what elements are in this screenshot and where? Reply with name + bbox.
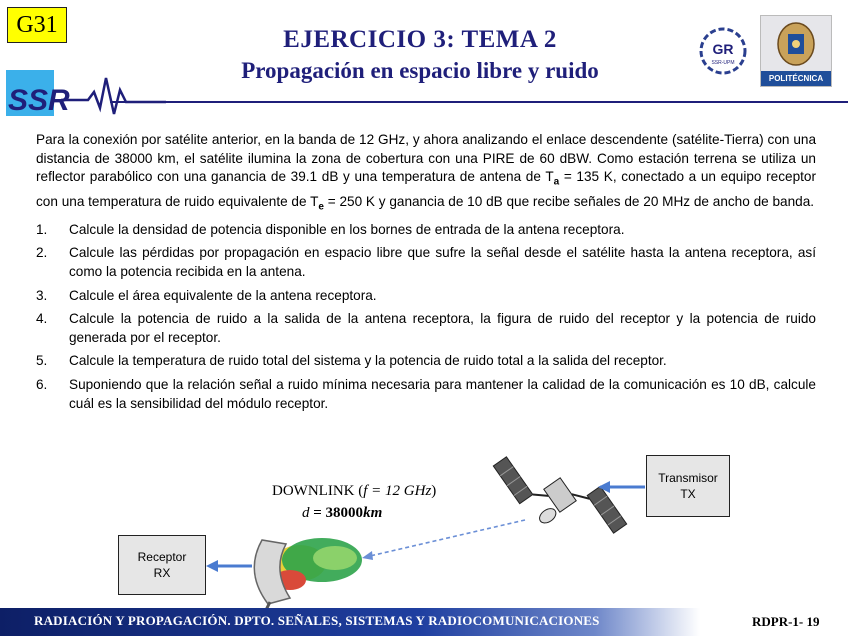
question-text: Calcule la potencia de ruido a la salida de la antena receptora, la figura de ruido del receptor y la potencia de ruido generada por el receptor. — [69, 311, 816, 345]
question-text: Calcule el área equivalente de la antena receptora. — [69, 287, 377, 303]
receiver-box — [118, 535, 206, 595]
dish-antenna-icon — [254, 538, 362, 614]
question-number: 1. — [36, 221, 48, 237]
subscript-a: a — [553, 176, 560, 188]
upm-logo-label: POLITÉCNICA — [761, 71, 831, 86]
transmitter-box — [646, 455, 730, 517]
question-text: Suponiendo que la relación señal a ruido mínima necesaria para mantener la calidad de la comunicación es 10 dB, calcule cuál es la sensibilidad del módulo receptor. — [69, 376, 816, 411]
slide-subtitle: Propagación en espacio libre y ruido — [241, 58, 599, 83]
question-text: Calcule la densidad de potencia disponible en los bornes de entrada de la antena receptora. — [69, 221, 625, 237]
distance-var: d — [302, 505, 310, 521]
intro-text-1: Para la conexión por satélite anterior, en la banda de 12 GHz, y ahora analizando el enlace descendente (satélite-Tierra) con una distancia de 38000 km, el satélite ilumina la zona de cobertura con una PIRE de 60 dBW. Como estación terrena se utiliza un reflector parabólico con una ganancia de 39.1 dB y una temperatura de antena de T — [36, 132, 816, 185]
question-number: 2. — [36, 245, 48, 261]
distance-unit: km — [363, 505, 383, 521]
gr-logo-text: GR — [712, 41, 734, 57]
ssr-logo-text: SSR — [8, 84, 70, 117]
question-text: Calcule las pérdidas por propagación en espacio libre que sufre la señal desde el satélite hasta la antena receptora, así como la potencia recibida en la antena. — [69, 245, 816, 279]
intro-text-3: = 250 K y ganancia de 10 dB que recibe señales de 20 MHz de ancho de banda. — [323, 193, 815, 209]
slide-code: RDPR-1- 19 — [752, 614, 820, 629]
question-text: Calcule la temperatura de ruido total del sistema y la potencia de ruido total a la salida del receptor. — [69, 353, 667, 369]
rx-arrow-head — [206, 560, 218, 572]
question-number: 5. — [36, 353, 48, 369]
rx-label-line1: Receptor — [137, 550, 187, 564]
question-number: 4. — [36, 311, 48, 327]
downlink-label — [272, 483, 436, 500]
distance-value: = 38000 — [309, 505, 364, 521]
subscript-e: e — [318, 201, 324, 213]
rx-label-line2: RX — [153, 566, 171, 580]
satellite-icon — [493, 422, 626, 567]
downlink-label-text: DOWNLINK ( — [272, 483, 364, 499]
question-number: 6. — [36, 376, 48, 392]
footer-text: RADIACIÓN Y PROPAGACIÓN. DPTO. SEÑALES, SISTEMAS Y RADIOCOMUNICACIONES — [34, 613, 600, 628]
downlink-label-close: ) — [431, 483, 437, 499]
gr-logo-sub: SSR-UPM — [711, 60, 735, 66]
downlink-arrow-head — [362, 551, 373, 560]
footer — [0, 608, 848, 636]
downlink-frequency: f = 12 GHz — [363, 483, 432, 499]
slide-badge: G31 — [7, 7, 67, 43]
slide-title: EJERCICIO 3: TEMA 2 — [283, 26, 557, 53]
question-number: 3. — [36, 287, 48, 303]
downlink-path — [370, 520, 525, 556]
distance-label — [302, 505, 382, 522]
intro-text-2: = 135 K, conectado a un equipo receptor con una temperatura de ruido equivalente de T — [36, 169, 816, 209]
tx-label-line2: TX — [680, 487, 696, 501]
tx-label-line1: Transmisor — [658, 471, 718, 485]
